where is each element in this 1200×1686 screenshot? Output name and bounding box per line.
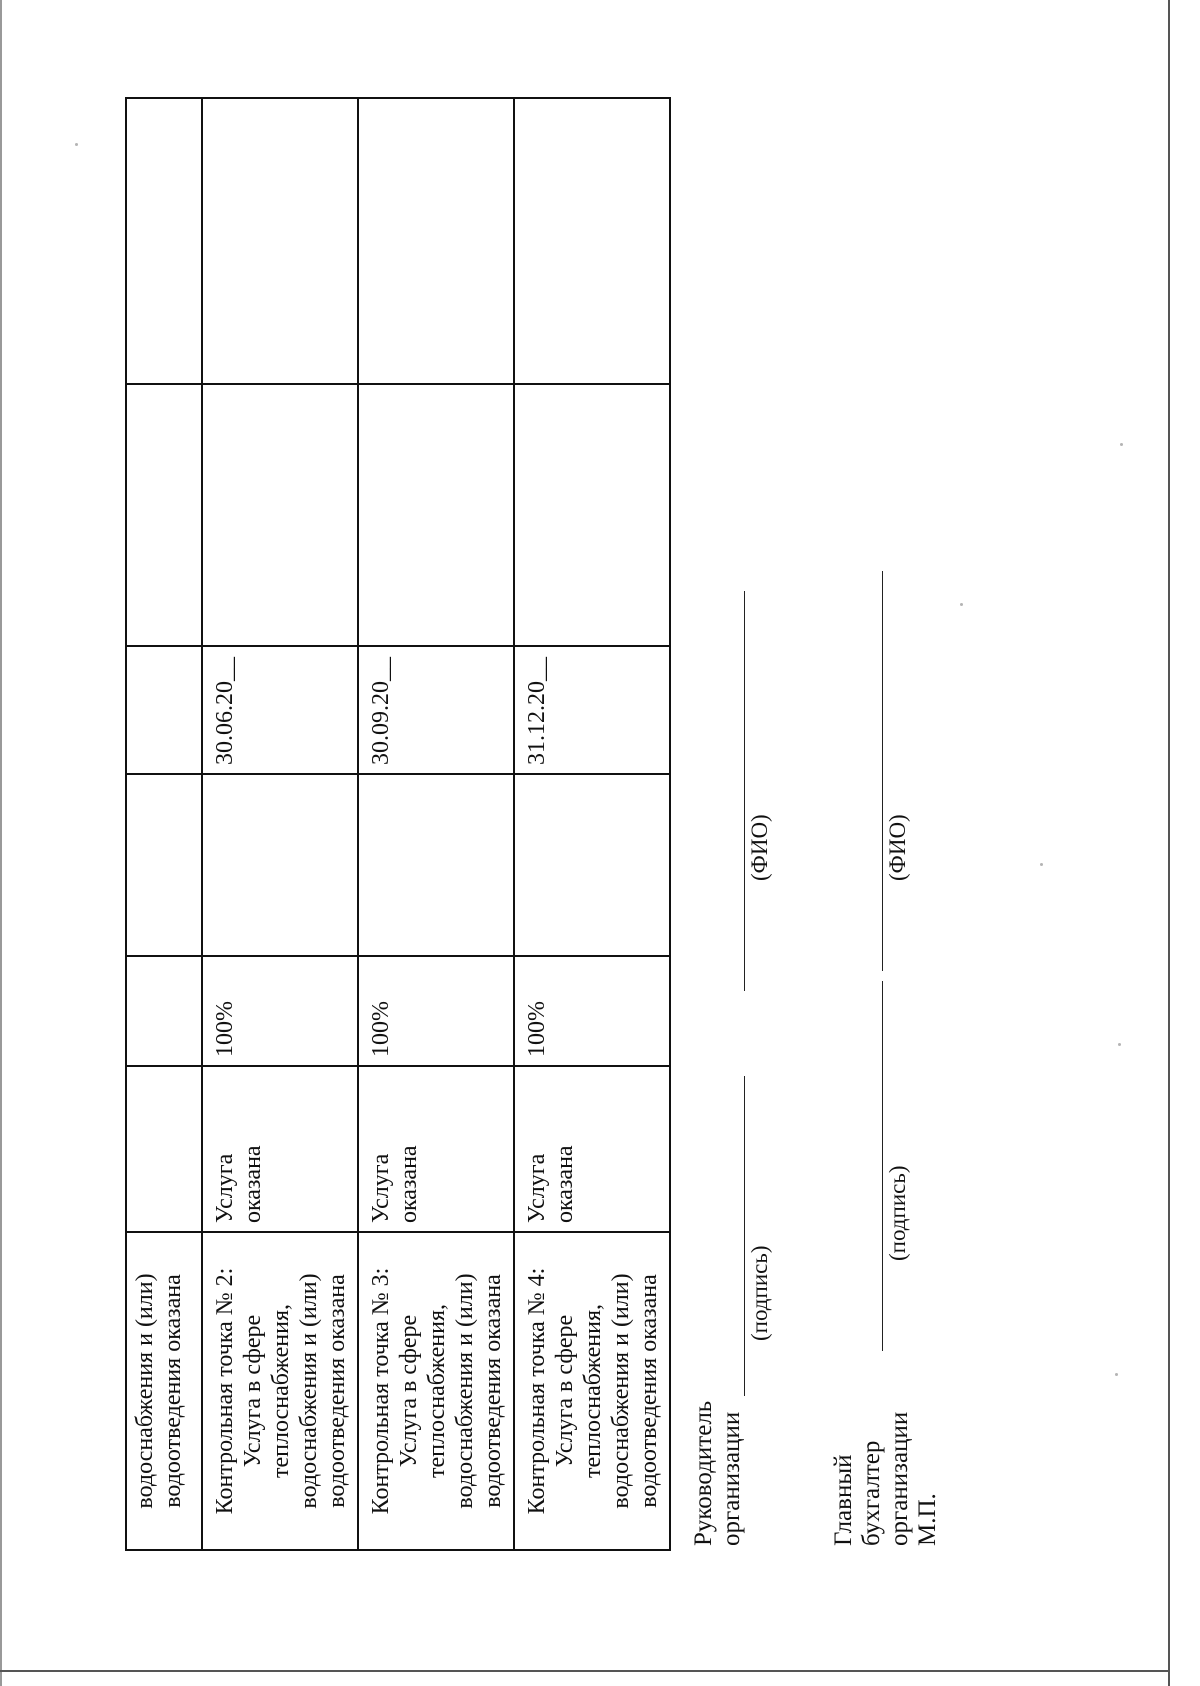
empty-cell <box>358 384 514 646</box>
name-line: водоотведения оказана <box>324 1274 350 1508</box>
date-cell: 30.09.20__ <box>358 646 514 774</box>
control-point-name-cell <box>202 1232 358 1550</box>
date-cell: 31.12.20__ <box>514 646 670 774</box>
scan-speck <box>75 143 78 146</box>
scan-speck <box>1040 863 1043 866</box>
accountant-label <box>830 1412 942 1546</box>
empty-cell <box>514 98 670 384</box>
name-line: водоснабжения и (или) <box>132 1273 158 1509</box>
head-name-line <box>744 591 745 991</box>
empty-cell <box>126 98 202 384</box>
control-point-name-cell <box>358 1232 514 1550</box>
result-cell <box>126 1066 202 1232</box>
head-label <box>690 1401 746 1546</box>
accountant-name-line <box>882 571 883 971</box>
control-points-table <box>125 97 671 1551</box>
percent-cell: 100% <box>514 956 670 1066</box>
control-point-name-cell <box>514 1232 670 1550</box>
name-line: Услуга в сфере теплоснабжения, <box>240 1304 294 1478</box>
empty-cell <box>358 98 514 384</box>
name-line: Услуга в сфере теплоснабжения, <box>396 1304 450 1478</box>
scan-speck <box>1115 1373 1118 1376</box>
result-cell: Услуга оказана <box>358 1066 514 1232</box>
empty-cell <box>126 774 202 956</box>
date-cell: 30.06.20__ <box>202 646 358 774</box>
scan-speck <box>960 603 963 606</box>
empty-cell <box>514 774 670 956</box>
scan-speck <box>1118 1043 1121 1046</box>
label-line: организации <box>886 1411 913 1546</box>
percent-cell: 100% <box>358 956 514 1066</box>
percent-cell: 100% <box>202 956 358 1066</box>
accountant-signature-caption: (подпись) <box>885 1165 910 1261</box>
label-line: организации <box>718 1411 745 1546</box>
name-line: Контрольная точка № 3: <box>368 1267 394 1515</box>
name-line: Услуга в сфере теплоснабжения, <box>552 1304 606 1478</box>
label-line: Главный <box>830 1454 857 1546</box>
empty-cell <box>202 774 358 956</box>
accountant-signature-line <box>882 981 883 1351</box>
result-cell: Услуга оказана <box>514 1066 670 1232</box>
empty-cell <box>126 384 202 646</box>
name-line: водоснабжения и (или) <box>608 1273 634 1509</box>
table-row <box>126 98 202 1550</box>
table-row <box>358 98 514 1550</box>
accountant-signature-block <box>830 546 950 1546</box>
name-line: Контрольная точка № 4: <box>524 1267 550 1515</box>
head-signature-line <box>744 1076 745 1396</box>
name-line: водоотведения оказана <box>636 1274 662 1508</box>
label-line: Руководитель <box>690 1400 717 1546</box>
head-name-caption: (ФИО) <box>747 814 772 881</box>
percent-cell <box>126 956 202 1066</box>
label-line: бухгалтер <box>858 1440 885 1546</box>
empty-cell <box>358 774 514 956</box>
head-signature-caption: (подпись) <box>747 1245 772 1341</box>
accountant-name-caption: (ФИО) <box>885 814 910 881</box>
table-row <box>514 98 670 1550</box>
name-line: водоотведения оказана <box>480 1274 506 1508</box>
name-line: водоотведения оказана <box>160 1274 186 1508</box>
date-cell <box>126 646 202 774</box>
label-line: М.П. <box>914 1493 941 1546</box>
name-line: Контрольная точка № 2: <box>212 1267 238 1515</box>
name-line: водоснабжения и (или) <box>452 1273 478 1509</box>
result-cell: Услуга оказана <box>202 1066 358 1232</box>
table-row <box>202 98 358 1550</box>
scan-speck <box>1120 443 1123 446</box>
empty-cell <box>202 98 358 384</box>
head-signature-block <box>690 546 780 1546</box>
empty-cell <box>202 384 358 646</box>
control-point-name-cell <box>126 1232 202 1550</box>
name-line: водоснабжения и (или) <box>296 1273 322 1509</box>
empty-cell <box>514 384 670 646</box>
